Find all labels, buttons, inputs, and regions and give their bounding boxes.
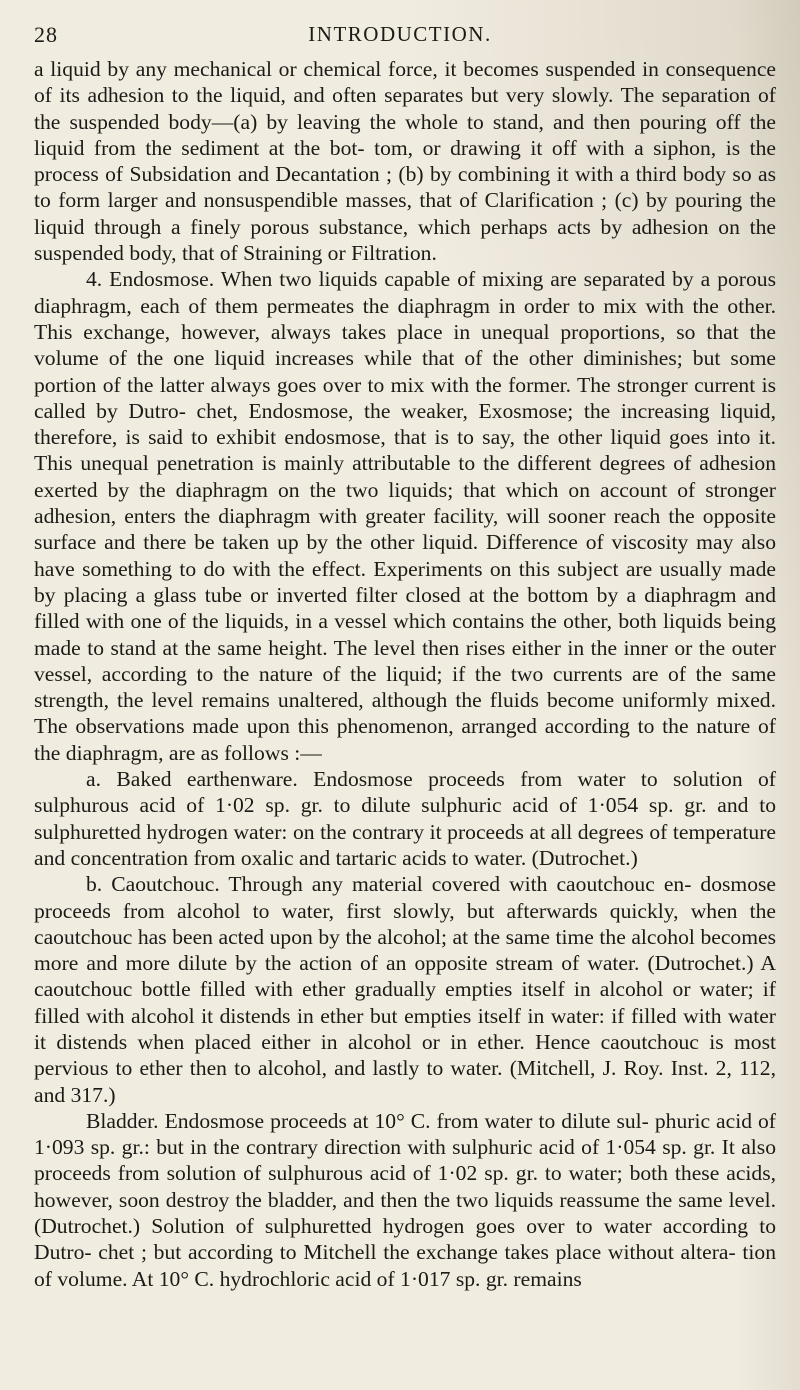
paragraph-baked-earthenware: a. Baked earthenware. Endosmose proceeds from water to solution of sulphurous acid of 1·02 sp. gr. to dilute sulphuric acid of 1·054 sp. gr. and to sulphuretted hydrogen water: on the contrary it proceeds at all degrees of temperature and concentration from oxalic and tartaric acids to water. (Dutrochet.) (34, 767, 776, 870)
paragraph-subsidation: a liquid by any mechanical or chemical force, it becomes suspended in consequence of its adhesion to the liquid, and often separates but very slowly. The separation of the suspended body—(a) by leaving the whole to stand, and then pouring off the liquid from the sediment at the bot- tom, or drawing it off with a siphon, is the process of Subsidation and Decantation ; (b) by combining it with a third body so as to form larger and nonsuspendible masses, that of Clarification ; (c) by pouring the liquid through a finely porous substance, which perhaps acts by adhesion on the suspended body, that of Straining or Filtration. (34, 57, 776, 266)
body-text (34, 56, 776, 1292)
running-head: INTRODUCTION. (308, 22, 492, 46)
page-number: 28 (34, 22, 58, 47)
paragraph-caoutchouc: b. Caoutchouc. Through any material covered with caoutchouc en- dosmose proceeds from alcohol to water, first slowly, but afterwards quickly, when the caoutchouc has been acted upon by the alcohol; at the same time the alcohol becomes more and more dilute by the action of an opposite stream of water. (Dutrochet.) A caoutchouc bottle filled with ether gradually empties itself in alcohol or water; if filled with alcohol it distends in ether but empties itself in water: if filled with water it distends when placed either in alcohol or in ether. Hence caoutchouc is most pervious to ether then to alcohol, and lastly to water. (Mitchell, J. Roy. Inst. 2, 112, and 317.) (34, 872, 776, 1107)
paragraph-bladder: Bladder. Endosmose proceeds at 10° C. from water to dilute sul- phuric acid of 1·093 sp. gr.: but in the contrary direction with sulphuric acid of 1·054 sp. gr. It also proceeds from solution of sulphurous acid of 1·02 sp. gr. to water; both these acids, however, soon destroy the bladder, and then the two liquids reassume the same level. (Dutrochet.) Solution of sulphuretted hydrogen goes over to water according to Dutro- chet ; but according to Mitchell the exchange takes place without altera- tion of volume. At 10° C. hydrochloric acid of 1·017 sp. gr. remains (34, 1108, 776, 1291)
page-header (34, 22, 766, 50)
paragraph-endosmose: 4. Endosmose. When two liquids capable of mixing are separated by a porous diaphragm, each of them permeates the diaphragm in order to mix with the other. This exchange, however, always takes place in unequal proportions, so that the volume of the one liquid increases while that of the other diminishes; but some portion of the latter always goes over to mix with the former. The stronger current is called by Dutro- chet, Endosmose, the weaker, Exosmose; the increasing liquid, therefore, is said to exhibit endosmose, that is to say, the other liquid goes into it. This unequal penetration is mainly attributable to the different degrees of adhesion exerted by the diaphragm on the two liquids; that which on account of stronger adhesion, enters the diaphragm with greater facility, will sooner reach the opposite surface and there be taken up by the other liquid. Difference of viscosity may also have something to do with the effect. Experiments on this subject are usually made by placing a glass tube or inverted filter closed at the bottom by a diaphragm and filled with one of the liquids, in a vessel which contains the other, both liquids being made to stand at the same height. The level then rises either in the inner or the outer vessel, according to the nature of the liquid; if the two currents are of the same strength, the level remains unaltered, although the fluids become uniformly mixed. The observations made upon this phenomenon, arranged according to the nature of the diaphragm, are as follows :— (34, 267, 776, 765)
